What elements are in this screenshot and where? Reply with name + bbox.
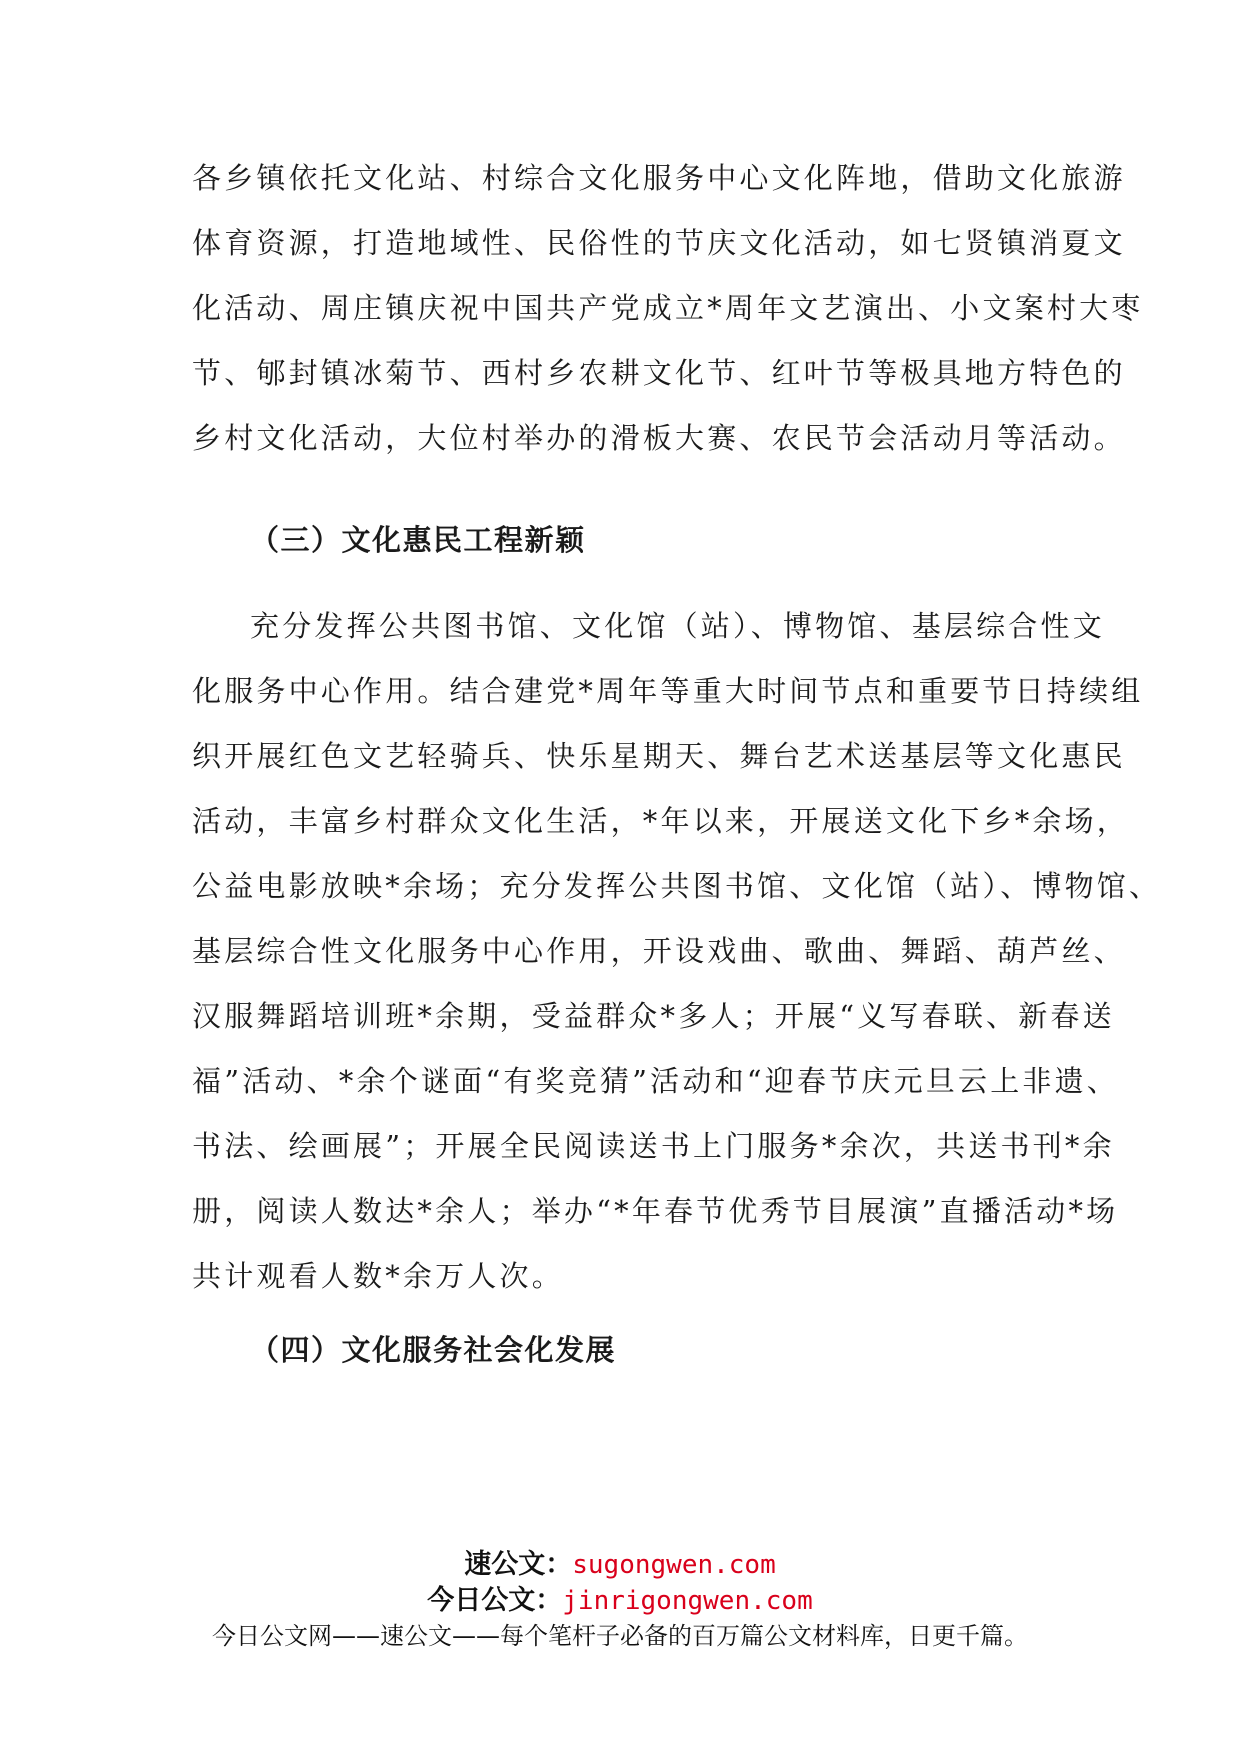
paragraph-line: 活动，丰富乡村群众文化生活，*年以来，开展送文化下乡*余场， xyxy=(192,804,1130,838)
section-heading-4: （四）文化服务社会化发展 xyxy=(250,1333,617,1367)
sugongwen-link[interactable]: sugongwen.com xyxy=(572,1550,776,1580)
paragraph-line: 书法、绘画展”；开展全民阅读送书上门服务*余次，共送书刊*余 xyxy=(192,1129,1115,1163)
paragraph-line: 织开展红色文艺轻骑兵、快乐星期天、舞台艺术送基层等文化惠民 xyxy=(192,739,1126,773)
paragraph-line: 各乡镇依托文化站、村综合文化服务中心文化阵地，借助文化旅游 xyxy=(192,161,1126,195)
footer-label: 速公文： xyxy=(464,1549,573,1580)
paragraph-line: 共计观看人数*余万人次。 xyxy=(192,1259,564,1293)
section-heading-3: （三）文化惠民工程新颖 xyxy=(250,523,586,557)
paragraph-line: 节、郇封镇冰菊节、西村乡农耕文化节、红叶节等极具地方特色的 xyxy=(192,356,1126,390)
jinrigongwen-link[interactable]: jinrigongwen.com xyxy=(562,1586,813,1616)
footer-label: 今日公文： xyxy=(427,1585,563,1616)
paragraph-line: 福”活动、*余个谜面“有奖竞猜”活动和“迎春节庆元旦云上非遗、 xyxy=(192,1064,1120,1098)
paragraph-line: 基层综合性文化服务中心作用，开设戏曲、歌曲、舞蹈、葫芦丝、 xyxy=(192,934,1126,968)
paragraph-line: 充分发挥公共图书馆、文化馆（站）、博物馆、基层综合性文 xyxy=(250,609,1105,643)
paragraph-line: 册，阅读人数达*余人；举办“*年春节优秀节目展演”直播活动*场 xyxy=(192,1194,1119,1228)
paragraph-line: 化服务中心作用。结合建党*周年等重大时间节点和重要节日持续组 xyxy=(192,674,1144,708)
paragraph-village-festivals xyxy=(192,146,1144,471)
footer-slogan: 今日公文网——速公文——每个笔杆子必备的百万篇公文材料库，日更千篇。 xyxy=(212,1622,1028,1650)
paragraph-line: 体育资源，打造地域性、民俗性的节庆文化活动，如七贤镇消夏文 xyxy=(192,226,1126,260)
footer-line-sugongwen xyxy=(0,1547,1240,1583)
paragraph-line: 汉服舞蹈培训班*余期，受益群众*多人；开展“义写春联、新春送 xyxy=(192,999,1115,1033)
footer-line-jinrigongwen xyxy=(0,1583,1240,1619)
footer-watermark xyxy=(0,1547,1240,1653)
paragraph-line: 化活动、周庄镇庆祝中国共产党成立*周年文艺演出、小文案村大枣 xyxy=(192,291,1144,325)
paragraph-line: 公益电影放映*余场；充分发挥公共图书馆、文化馆（站）、博物馆、 xyxy=(192,869,1162,903)
paragraph-cultural-benefit xyxy=(192,594,1162,1309)
paragraph-line: 乡村文化活动，大位村举办的滑板大赛、农民节会活动月等活动。 xyxy=(192,421,1126,455)
